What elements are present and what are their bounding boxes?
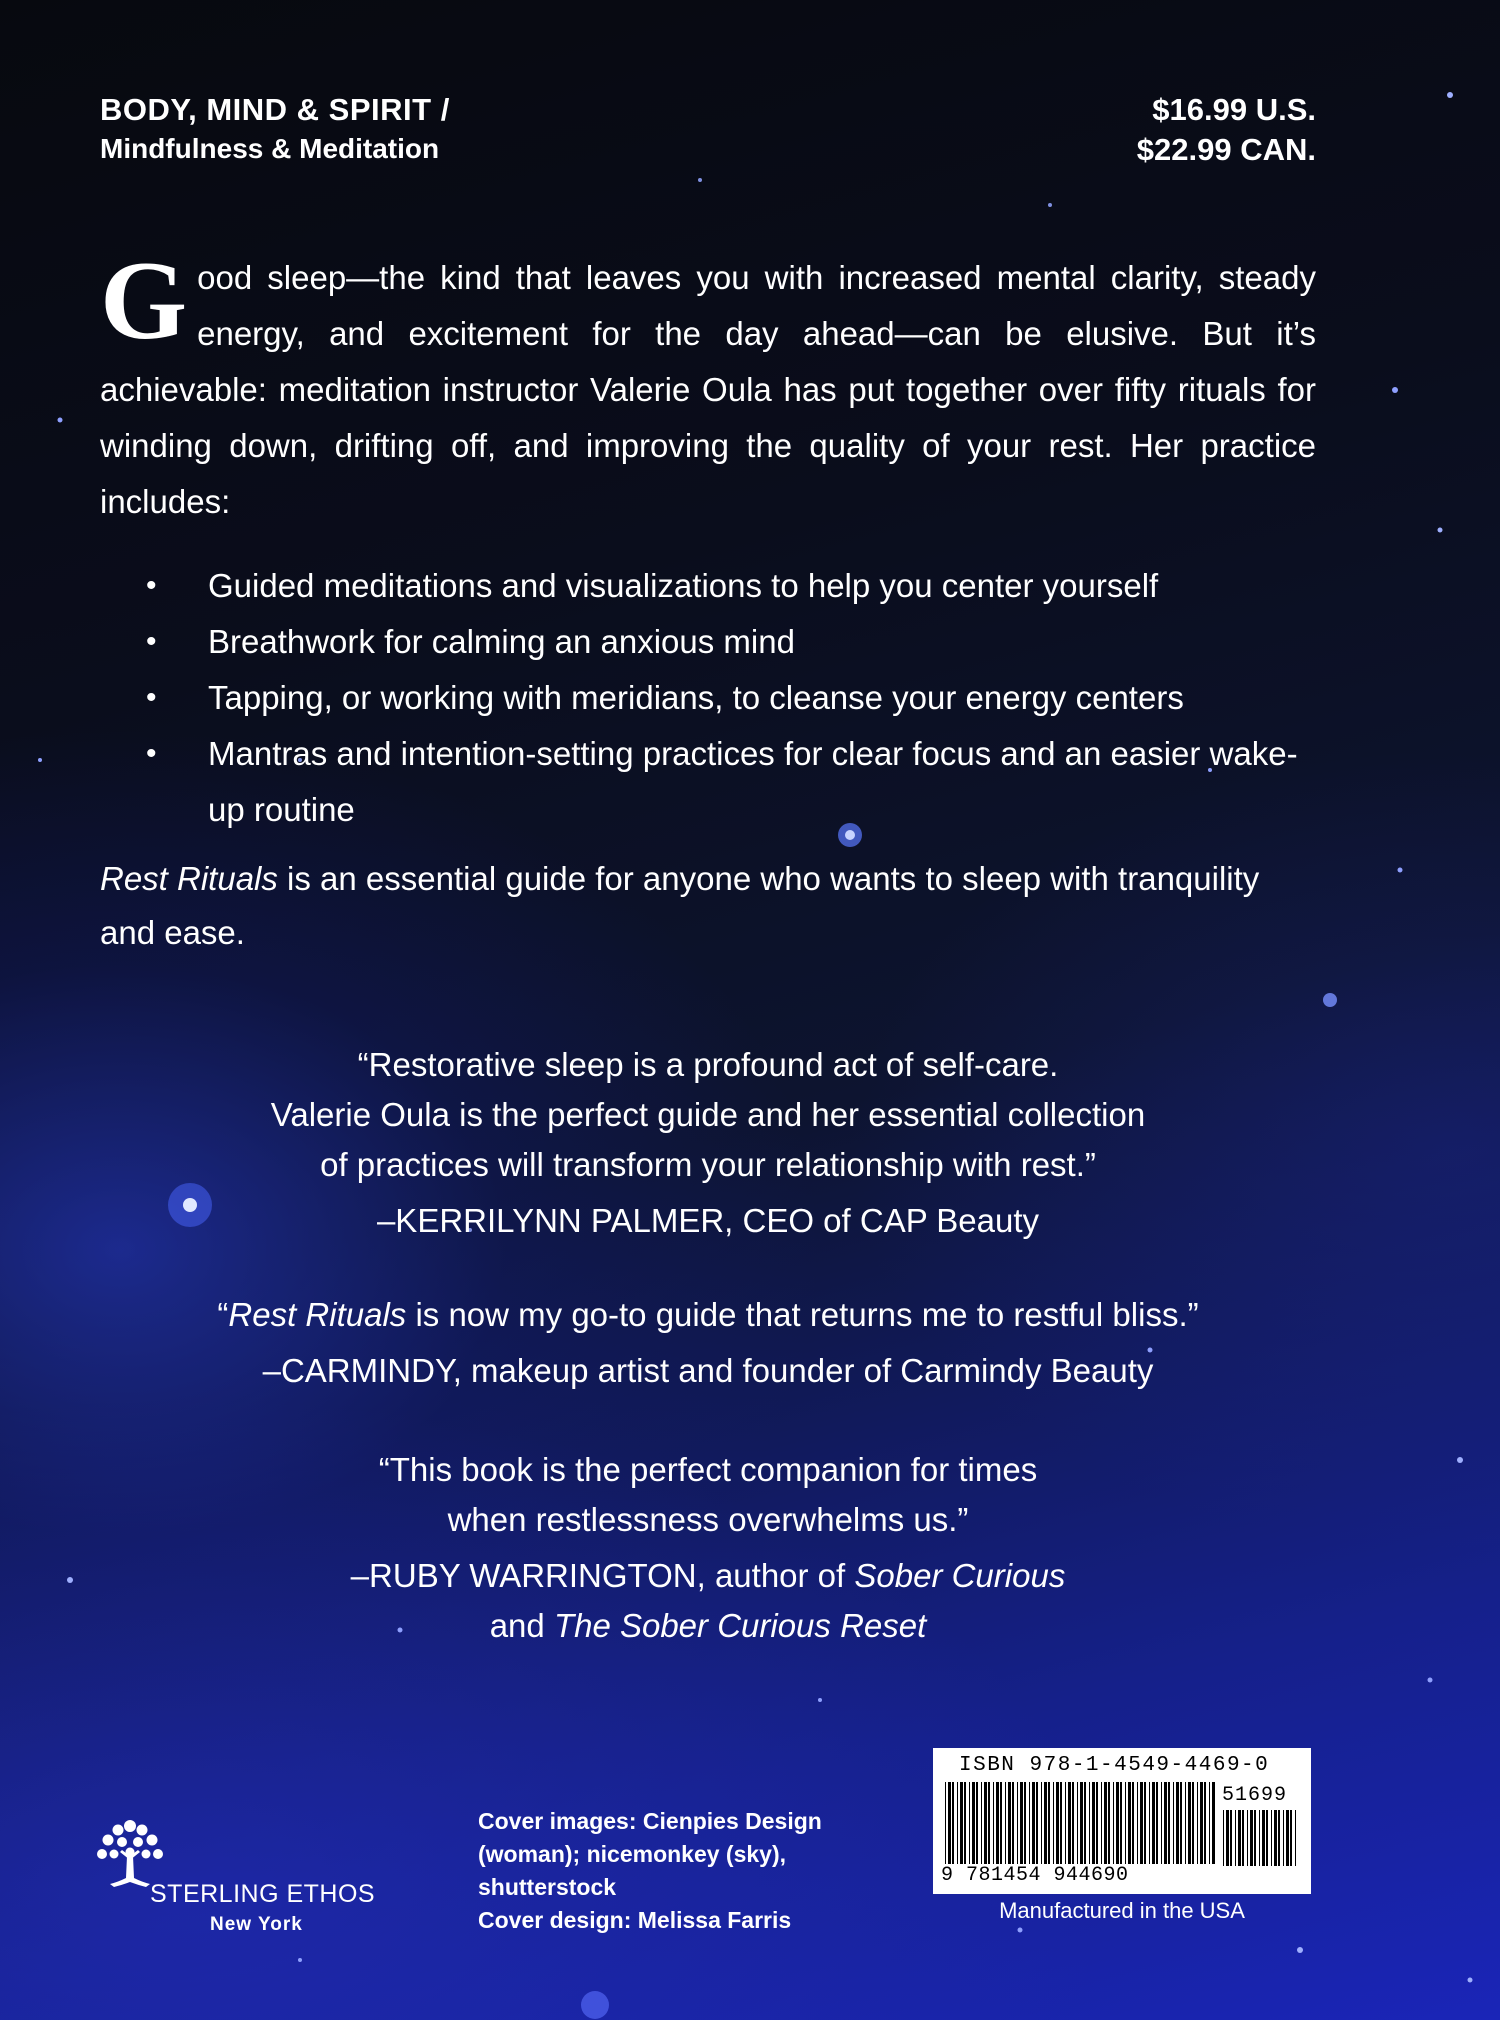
credit-line: Cover images: Cienpies Design	[478, 1808, 822, 1834]
barcode-bar	[1032, 1782, 1035, 1864]
barcode-bar	[1197, 1782, 1198, 1864]
barcode-bar	[972, 1782, 975, 1864]
barcode-bar	[945, 1782, 946, 1864]
barcode-bar	[1188, 1782, 1191, 1864]
barcode-bar	[1271, 1810, 1272, 1866]
barcode-bar	[1192, 1782, 1194, 1864]
barcode-bar	[1185, 1782, 1186, 1864]
barcode-bar	[964, 1782, 966, 1864]
barcode-bar	[1060, 1782, 1062, 1864]
credit-line: Cover design: Melissa Farris	[478, 1907, 792, 1933]
barcode-bar	[1209, 1782, 1210, 1864]
price-can: $22.99 CAN.	[1136, 132, 1316, 167]
publisher-name: STERLING ETHOS	[150, 1880, 376, 1908]
quote-line: “This book is the perfect companion for times	[378, 1451, 1038, 1488]
barcode-bar	[1024, 1782, 1026, 1864]
list-item: • Guided meditations and visualizations to help you center yourself	[140, 558, 1320, 614]
barcode-bar	[1012, 1782, 1014, 1864]
barcode-bar	[1266, 1810, 1268, 1866]
closing-text: is an essential guide for anyone who wants to sleep with tranquility and ease.	[100, 860, 1260, 951]
publisher-city: New York	[210, 1914, 303, 1935]
list-item: • Tapping, or working with meridians, to cleanse your energy centers	[140, 670, 1320, 726]
barcode-bar	[1036, 1782, 1038, 1864]
barcode-bar	[1128, 1782, 1131, 1864]
star	[698, 178, 702, 182]
manufactured-note: Manufactured in the USA	[999, 1898, 1245, 1923]
barcode-bar	[1140, 1782, 1143, 1864]
barcode-bar	[1137, 1782, 1138, 1864]
star	[581, 1991, 609, 2019]
quote-text: is now my go-to guide that returns me to restful bliss.”	[406, 1296, 1199, 1333]
endorsement-quote-3	[100, 1445, 1316, 1651]
barcode-bar	[1068, 1782, 1071, 1864]
endorsement-quote-2	[100, 1290, 1316, 1396]
attribution-prefix: –RUBY WARRINGTON, author of	[350, 1557, 855, 1594]
star	[1297, 1947, 1303, 1953]
quote-line: “Restorative sleep is a profound act of self-care.	[357, 1046, 1059, 1083]
barcode-bar	[1005, 1782, 1006, 1864]
barcode-bar	[1274, 1810, 1277, 1866]
barcode-bar	[1156, 1782, 1158, 1864]
attribution-and: and	[489, 1607, 554, 1644]
credit-line: shutterstock	[478, 1874, 617, 1900]
star	[298, 1958, 302, 1962]
barcode-bar	[1168, 1782, 1170, 1864]
barcode-bar	[1235, 1810, 1236, 1866]
star	[38, 758, 42, 762]
isbn-barcode	[933, 1748, 1311, 1894]
barcode-bar	[1084, 1782, 1086, 1864]
barcode-bar	[993, 1782, 994, 1864]
barcode-bar	[952, 1782, 954, 1864]
barcode-bar	[957, 1782, 958, 1864]
star	[1018, 1928, 1023, 1933]
barcode-bar	[1056, 1782, 1059, 1864]
star	[1048, 203, 1052, 207]
barcode-bar	[1259, 1810, 1260, 1866]
category-label	[100, 90, 450, 168]
barcode-bar	[1212, 1782, 1215, 1864]
book-title-italic: Rest Rituals	[100, 860, 278, 897]
barcode-bar	[1295, 1810, 1296, 1866]
barcode-bar	[1044, 1782, 1047, 1864]
barcode-bar	[1077, 1782, 1078, 1864]
quote-line: of practices will transform your relationship with rest.”	[320, 1146, 1096, 1183]
quote-open-mark: “	[217, 1296, 229, 1333]
barcode-bar	[1113, 1782, 1114, 1864]
star	[58, 418, 63, 423]
barcode-bar	[1200, 1782, 1203, 1864]
barcode-bar	[1065, 1782, 1066, 1864]
endorsement-quote-1	[100, 1040, 1316, 1246]
barcode-bar	[1161, 1782, 1162, 1864]
quote-attribution	[100, 1551, 1316, 1601]
quote-attribution-line2	[100, 1601, 1316, 1651]
barcode-bar	[1278, 1810, 1280, 1866]
list-item: • Mantras and intention-setting practices for clear focus and an easier wake-up routine	[140, 726, 1320, 838]
barcode-bar	[976, 1782, 978, 1864]
barcode-bar	[1242, 1810, 1244, 1866]
price-us: $16.99 U.S.	[1152, 92, 1316, 127]
barcode-bar	[1152, 1782, 1155, 1864]
barcode-bar	[1132, 1782, 1134, 1864]
barcode-bar	[981, 1782, 982, 1864]
star	[1447, 92, 1453, 98]
quote-attribution: –KERRILYNN PALMER, CEO of CAP Beauty	[376, 1202, 1040, 1239]
book-title-italic: Rest Rituals	[228, 1296, 407, 1333]
barcode-bar	[1164, 1782, 1167, 1864]
barcode-bar	[1125, 1782, 1126, 1864]
barcode-bar	[1204, 1782, 1206, 1864]
star	[1438, 528, 1443, 533]
barcode-bar	[1247, 1810, 1248, 1866]
isbn-digits: 9 781454 944690	[941, 1864, 1129, 1887]
barcode-bar	[1108, 1782, 1110, 1864]
barcode-bar	[1000, 1782, 1002, 1864]
barcode-bar	[996, 1782, 999, 1864]
barcode-bar	[1254, 1810, 1256, 1866]
barcode-bar	[1096, 1782, 1098, 1864]
cover-credits	[478, 1805, 822, 1937]
barcode-bar	[988, 1782, 990, 1864]
barcode-bar	[1250, 1810, 1253, 1866]
barcode-bar	[1017, 1782, 1018, 1864]
star	[1398, 868, 1403, 873]
barcode-bar	[1238, 1810, 1241, 1866]
barcode-bar	[1020, 1782, 1023, 1864]
quote-line: when restlessness overwhelms us.”	[447, 1501, 969, 1538]
barcode-bar	[969, 1782, 970, 1864]
quote-line	[100, 1290, 1316, 1340]
drop-cap: G	[100, 239, 188, 363]
book-title-italic: Sober Curious	[854, 1557, 1066, 1594]
barcode-bar	[1072, 1782, 1074, 1864]
barcode-bar	[960, 1782, 963, 1864]
barcode-bar	[984, 1782, 987, 1864]
star	[67, 1577, 73, 1583]
barcode-bar	[1008, 1782, 1011, 1864]
barcode-bar	[1144, 1782, 1146, 1864]
book-title-italic: The Sober Curious Reset	[553, 1607, 927, 1644]
category-main: BODY, MIND & SPIRIT /	[100, 92, 450, 127]
price-barcode-bars	[1221, 1810, 1299, 1866]
isbn-text: ISBN 978-1-4549-4469-0	[959, 1754, 1270, 1777]
barcode-bar	[1029, 1782, 1030, 1864]
barcode-bar	[1120, 1782, 1122, 1864]
barcode-bar	[948, 1782, 951, 1864]
intro-text: ood sleep—the kind that leaves you with increased mental clarity, steady energy, and excitement for the day ahead—can be elusive. But it’s achievable: meditation instructor Valerie Oula has put together over fifty rituals for winding down, drifting off, and improving the quality of your rest. Her practice includes:	[100, 259, 1316, 520]
practice-list	[140, 558, 1320, 838]
barcode-bar	[1230, 1810, 1232, 1866]
credit-line: (woman); nicemonkey (sky),	[478, 1841, 787, 1867]
barcode-bar	[1041, 1782, 1042, 1864]
closing-paragraph	[100, 852, 1316, 960]
quote-attribution: –CARMINDY, makeup artist and founder of Carmindy Beauty	[262, 1352, 1154, 1389]
barcode-bar	[1290, 1810, 1292, 1866]
price-code: 51699	[1222, 1784, 1288, 1807]
barcode-bar	[1104, 1782, 1107, 1864]
star	[1468, 1978, 1473, 1983]
star	[1323, 993, 1337, 1007]
star	[1457, 1457, 1463, 1463]
barcode-bar	[1149, 1782, 1150, 1864]
barcode-bar	[1180, 1782, 1182, 1864]
star	[1392, 387, 1398, 393]
barcode-bar	[1286, 1810, 1289, 1866]
intro-paragraph	[100, 239, 1316, 530]
barcode-bars	[943, 1782, 1215, 1864]
barcode-bar	[1283, 1810, 1284, 1866]
barcode-bar	[1101, 1782, 1102, 1864]
barcode-bar	[1053, 1782, 1054, 1864]
barcode-bar	[1226, 1810, 1229, 1866]
quote-line: Valerie Oula is the perfect guide and her essential collection	[270, 1096, 1146, 1133]
barcode-bar	[1092, 1782, 1095, 1864]
barcode-bar	[1116, 1782, 1119, 1864]
barcode-bar	[1048, 1782, 1050, 1864]
star	[1428, 1678, 1433, 1683]
category-sub: Mindfulness & Meditation	[100, 133, 440, 164]
price-block	[1137, 90, 1316, 170]
barcode-bar	[1080, 1782, 1083, 1864]
barcode-bar	[1223, 1810, 1224, 1866]
list-item: • Breathwork for calming an anxious mind	[140, 614, 1320, 670]
barcode-bar	[1173, 1782, 1174, 1864]
star	[818, 1698, 822, 1702]
barcode-bar	[1089, 1782, 1090, 1864]
barcode-bar	[1262, 1810, 1265, 1866]
barcode-bar	[1176, 1782, 1179, 1864]
